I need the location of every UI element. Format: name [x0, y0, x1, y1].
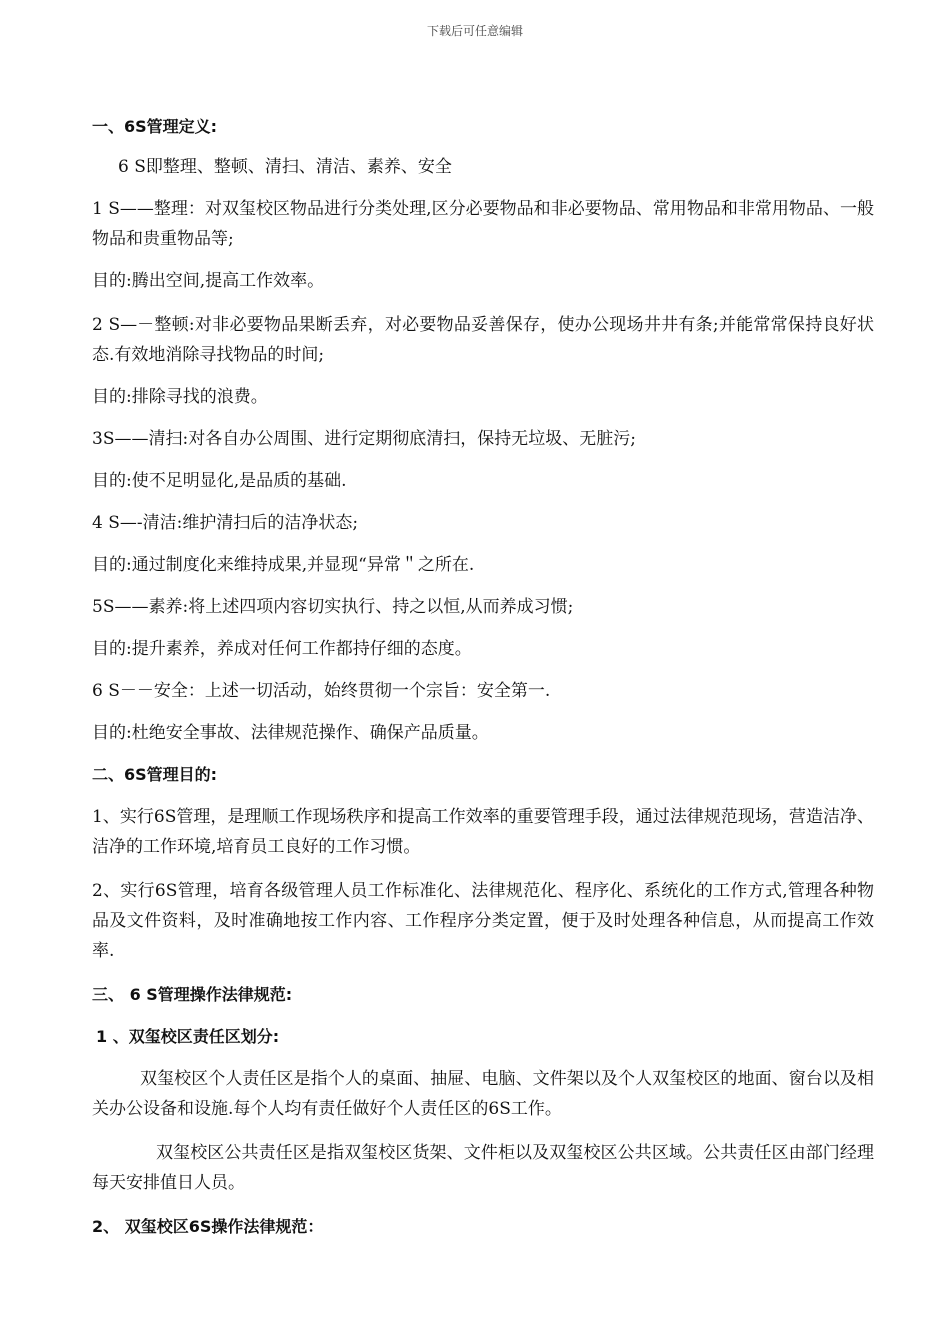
item-6s: 6 S－－安全：上述一切活动，始终贯彻一个宗旨：安全第一.: [92, 681, 551, 701]
subsection-1-heading: 1 、双玺校区责任区划分:: [96, 1027, 280, 1046]
item-4s-purpose: 目的:通过制度化来维持成果,并显现“异常＂之所在.: [92, 555, 475, 575]
section-1-heading: 一、6S管理定义:: [92, 117, 218, 136]
purpose-1: 1、实行6S管理，是理顺工作现场秩序和提高工作效率的重要管理手段，通过法律规范现场，营造洁净、洁净的工作环境,培育员工良好的工作习惯。: [92, 807, 874, 857]
section-3-heading: 三、 6 S管理操作法律规范:: [92, 985, 293, 1004]
item-5s-purpose: 目的:提升素养，养成对任何工作都持仔细的态度。: [92, 639, 472, 659]
item-2s-purpose: 目的:排除寻找的浪费。: [92, 387, 268, 407]
section-2-heading: 二、6S管理目的:: [92, 765, 218, 784]
definition-line: 6 S即整理、整顿、清扫、清洁、素养、安全: [118, 157, 452, 177]
subsection-2-heading: 2、 双玺校区6S操作法律规范：: [92, 1217, 324, 1236]
item-1s: 1 S——整理：对双玺校区物品进行分类处理,区分必要物品和非必要物品、常用物品和非常用物品、一般物品和贵重物品等;: [92, 199, 874, 249]
purpose-2: 2、实行6S管理，培育各级管理人员工作标准化、法律规范化、程序化、系统化的工作方式,管理各种物品及文件资料，及时准确地按工作内容、工作程序分类定置，便于及时处理各种信息，从而提高工作效率.: [92, 881, 874, 961]
item-6s-purpose: 目的:杜绝安全事故、法律规范操作、确保产品质量。: [92, 723, 489, 743]
page-header: 下载后可任意编辑: [426, 24, 523, 38]
item-2s: 2 S—－整顿:对非必要物品果断丢弃，对必要物品妥善保存，使办公现场井井有条;并能常常保持良好状态.有效地消除寻找物品的时间;: [92, 315, 874, 365]
item-1s-purpose: 目的:腾出空间,提高工作效率。: [92, 271, 325, 291]
personal-area-para: 双玺校区个人责任区是指个人的桌面、抽屉、电脑、文件架以及个人双玺校区的地面、窗台以及相关办公设备和设施.每个人均有责任做好个人责任区的6S工作。: [92, 1069, 874, 1119]
public-area-para: 双玺校区公共责任区是指双玺校区货架、文件柜以及双玺校区公共区域。公共责任区由部门经理每天安排值日人员。: [92, 1143, 874, 1193]
item-4s: 4 S—-清洁:维护清扫后的洁净状态;: [92, 513, 359, 533]
item-5s: 5S——素养:将上述四项内容切实执行、持之以恒,从而养成习惯;: [92, 597, 574, 617]
item-3s-purpose: 目的:使不足明显化,是品质的基础.: [92, 471, 347, 491]
item-3s: 3S——清扫:对各自办公周围、进行定期彻底清扫，保持无垃圾、无脏污;: [92, 429, 636, 449]
